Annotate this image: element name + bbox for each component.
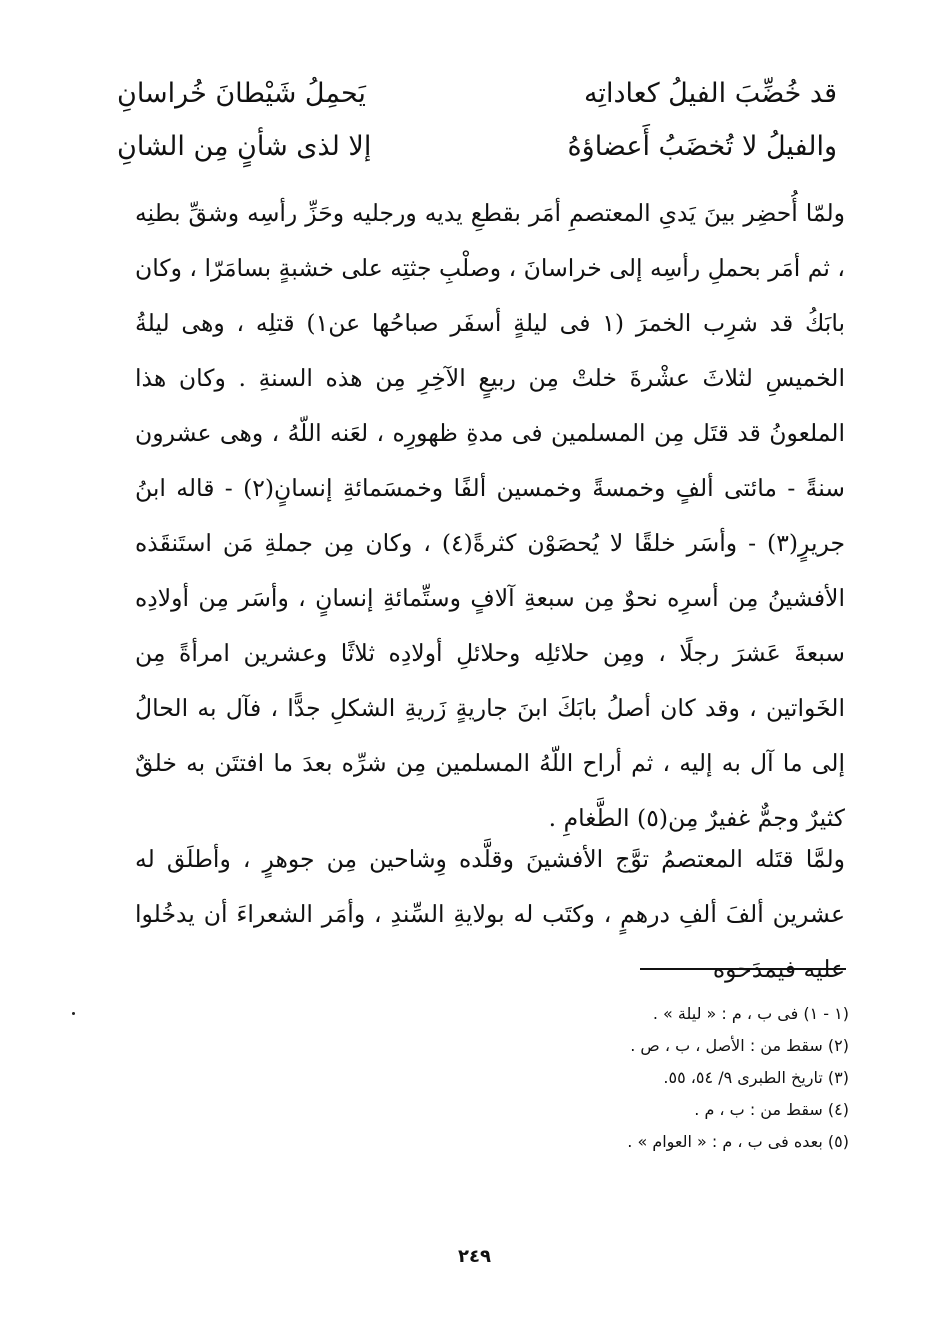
footnote-2: (٢) سقط من : الأصل ، ب ، ص .	[630, 1036, 849, 1055]
footnote-5: (٥) بعده فى ب ، م : « العوام » .	[627, 1132, 849, 1151]
footnote-separator	[640, 968, 846, 970]
body-paragraph-2: ولمَّا قتَله المعتصمُ توَّج الأفشينَ وقلَّده وِشاحين مِن جوهرٍ ، وأطلَق له عشرين ألفَ ألفِ درهمٍ ، وكتَب له بولايةِ السِّندِ ، وأمَر الشعراءَ أن يدخُلوا عليه فيمدَحوه	[135, 845, 845, 983]
verse-line-1	[117, 72, 837, 116]
footnote-4: (٤) سقط من : ب ، م .	[694, 1100, 849, 1119]
footnotes	[349, 998, 849, 1158]
verse-1-first-hemistich: قد خُضِّبَ الفيلُ كعاداتِه	[583, 78, 837, 109]
scan-speck	[72, 1012, 75, 1015]
verse-2-first-hemistich: والفيلُ لا تُخضَبُ أَعضاؤهُ	[567, 131, 837, 162]
verse-line-2	[117, 125, 837, 169]
verse-1-second-hemistich: يَحمِلُ شَيْطانَ خُراسانِ	[117, 78, 366, 109]
footnote-3: (٣) تاريخ الطبرى ٩/ ٥٤، ٥٥.	[663, 1068, 849, 1087]
page-number: ٢٤٩	[458, 1246, 491, 1267]
footnote-1: (١ - ١) فى ب ، م : « ليلة » .	[652, 1004, 849, 1023]
body-paragraph-1: ولمّا أُحضِر بينَ يَدىِ المعتصمِ أمَر بقطعِ يديه ورجليه وحَزِّ رأسِه وشقِّ بطنِه ، ثم أمَر بحملِ رأسِه إلى خراسانَ ، وصلْبِ جثتِه على خشبةٍ بسامَرّا ، وكان بابَكُ قد شرِب الخمرَ (١ فى ليلةٍ أسفَر صباحُها عن١) قتلِه ، وهى ليلةُ الخميسِ لثلاثَ عشْرةَ خلتْ مِن ربيعٍ الآخِرِ مِن هذه السنةِ . وكان هذا الملعونُ قد قتَل مِن المسلمين فى مدةِ ظهورِه ، لعَنه اللّهُ ، وهى عشرون سنةً - مائتى ألفٍ وخمسةً وخمسين ألفًا وخمسَمائةِ إنسانٍ(٢) - قاله ابنُ جريرٍ(٣) - وأسَر خلقًا لا يُحصَوْن كثرةً(٤) ، وكان مِن جملةِ مَن استَنقَذه الأفشينُ مِن أسرِه نحوٌ مِن سبعةِ آلافٍ وستِّمائةِ إنسانٍ ، وأسَر مِن أولادِه سبعةَ عَشرَ رجلًا ، ومِن حلائلِه وحلائلِ أولادِه ثلاثًا وعشرين امرأةً مِن الخَواتين ، وقد كان أصلُ بابَكَ ابنَ جاريةٍ زَريةِ الشكلِ جدًّا ، فآل به الحالُ إلى ما آل به إليه ، ثم أراح اللّهُ المسلمين مِن شرِّه بعدَ ما افتتَن به خلقٌ كثيرٌ وجمٌّ غفيرٌ مِن(٥) الطَّغامِ .	[134, 199, 846, 832]
verse-2-second-hemistich: إلا لذى شأنٍ مِن الشانِ	[117, 131, 372, 162]
